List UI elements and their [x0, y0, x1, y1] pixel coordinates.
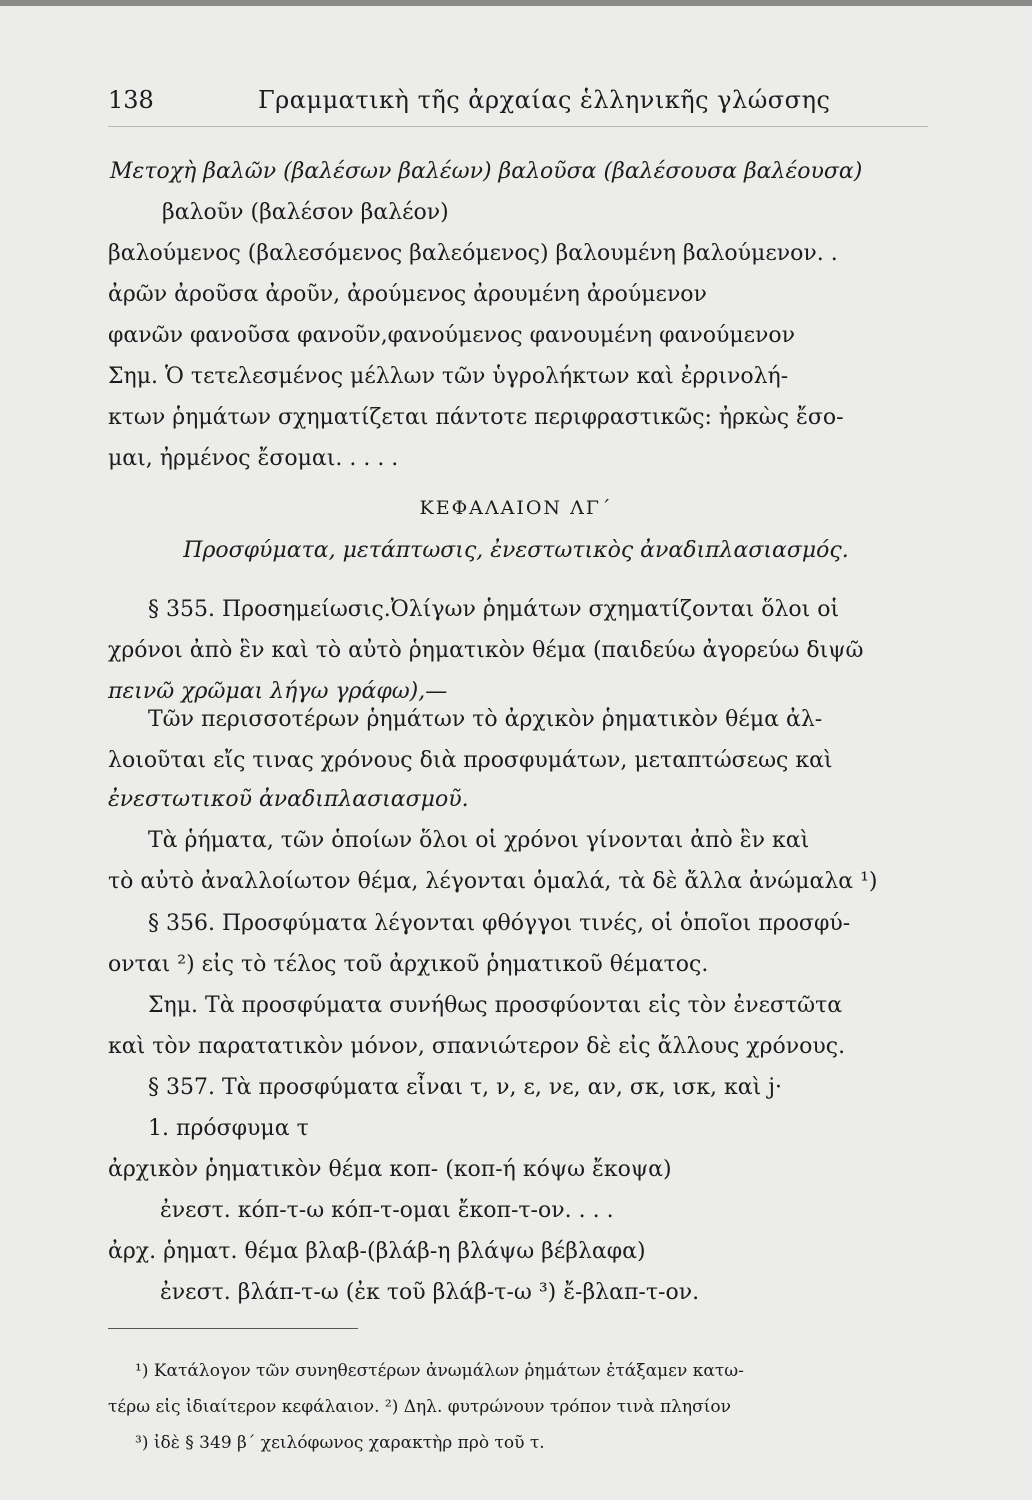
footnote-line: ³) ἰδὲ § 349 β΄ χειλόφωνος χαρακτὴρ πρὸ τοῦ τ. — [135, 1433, 545, 1453]
chapter-subtitle: Προσφύματα, μετάπτωσις, ἐνεστωτικὸς ἀναδιπλασιασμός. — [183, 538, 849, 563]
example-line: ἀρχ. ῥηματ. θέμα βλαβ-(βλάβ-η βλάψω βέβλαφα) — [108, 1239, 646, 1264]
text-line: μαι, ἠρμένος ἔσομαι. . . . . — [108, 446, 399, 471]
section-357-line: § 357. Τὰ προσφύματα εἶναι τ, ν, ε, νε, αν, σκ, ισκ, καὶ j· — [148, 1075, 783, 1100]
footnote-rule — [108, 1328, 358, 1329]
footnote-line: τέρω εἰς ἰδιαίτερον κεφάλαιον. ²) Δηλ. φυτρώνουν τρόπον τινὰ πλησίον — [108, 1397, 731, 1417]
footnote-line: ¹) Κατάλογον τῶν συνηθεστέρων ἀνωμάλων ῥημάτων ἐτάξαμεν κατω- — [135, 1361, 744, 1381]
note-line: Σημ. Ὁ τετελεσμένος μέλλων τῶν ὑγρολήκτων καὶ ἐρρινολή- — [108, 364, 789, 389]
text-line: χρόνοι ἀπὸ ἓν καὶ τὸ αὐτὸ ῥηματικὸν θέμα (παιδεύω ἀγορεύω διψῶ — [108, 638, 864, 663]
text-line: τὸ αὐτὸ ἀναλλοίωτον θέμα, λέγονται ὁμαλά, τὰ δὲ ἄλλα ἀνώμαλα ¹) — [108, 869, 878, 894]
running-title: Γραμματικὴ τῆς ἀρχαίας ἑλληνικῆς γλώσσης — [258, 86, 831, 114]
page-number: 138 — [108, 86, 154, 114]
text-line: βαλοῦν (βαλέσον βαλέον) — [162, 200, 449, 225]
list-item-heading: 1. πρόσφυμα τ — [148, 1116, 309, 1141]
scan-top-edge — [0, 0, 1032, 6]
example-line: ἀρχικὸν ῥηματικὸν θέμα κοπ- (κοπ-ή κόψω ἔκοψα) — [108, 1157, 672, 1182]
text-line: πεινῶ χρῶμαι λήγω γράφω),— — [108, 679, 448, 704]
text-line: ἐνεστωτικοῦ ἀναδιπλασιασμοῦ. — [108, 787, 469, 812]
text-line: λοιοῦται εἴς τινας χρόνους διὰ προσφυμάτων, μεταπτώσεως καὶ — [108, 748, 833, 773]
section-356-line: § 356. Προσφύματα λέγονται φθόγγοι τινές, οἱ ὁποῖοι προσφύ- — [148, 911, 851, 936]
note-line: Σημ. Τὰ προσφύματα συνήθως προσφύονται εἰς τὸν ἐνεστῶτα — [148, 993, 843, 1018]
text-line: Τῶν περισσοτέρων ῥημάτων τὸ ἀρχικὸν ῥηματικὸν θέμα ἀλ- — [148, 707, 823, 732]
text-line: κτων ῥημάτων σχηματίζεται πάντοτε περιφραστικῶς: ἠρκὼς ἔσο- — [108, 405, 844, 430]
text-line: Μετοχὴ βαλῶν (βαλέσων βαλέων) βαλοῦσα (βαλέσουσα βαλέουσα) — [110, 159, 863, 184]
text-line: ονται ²) εἰς τὸ τέλος τοῦ ἀρχικοῦ ῥηματικοῦ θέματος. — [108, 952, 709, 977]
section-355-line: § 355. Προσημείωσις.Ὀλίγων ῥημάτων σχηματίζονται ὅλοι οἱ — [148, 597, 840, 622]
example-line: ἐνεστ. βλάπ-τ-ω (ἐκ τοῦ βλάβ-τ-ω ³) ἔ-βλαπ-τ-ον. — [160, 1280, 700, 1305]
text-line: βαλούμενος (βαλεσόμενος βαλεόμενος) βαλουμένη βαλούμενον. . — [108, 241, 838, 266]
header-rule — [108, 126, 928, 127]
example-line: ἐνεστ. κόπ-τ-ω κόπ-τ-ομαι ἔκοπ-τ-ον. . . . — [160, 1198, 614, 1223]
text-line: ἀρῶν ἀροῦσα ἀροῦν, ἀρούμενος ἀρουμένη ἀρούμενον — [108, 282, 707, 307]
chapter-heading: ΚΕΦΑΛΑΙΟΝ ΛΓ΄ — [419, 497, 613, 519]
text-line: φανῶν φανοῦσα φανοῦν,φανούμενος φανουμένη φανούμενον — [108, 323, 796, 348]
text-line: καὶ τὸν παρατατικὸν μόνον, σπανιώτερον δὲ εἰς ἄλλους χρόνους. — [108, 1034, 846, 1059]
text-line: Τὰ ῥήματα, τῶν ὁποίων ὅλοι οἱ χρόνοι γίνονται ἀπὸ ἓν καὶ — [148, 828, 810, 853]
